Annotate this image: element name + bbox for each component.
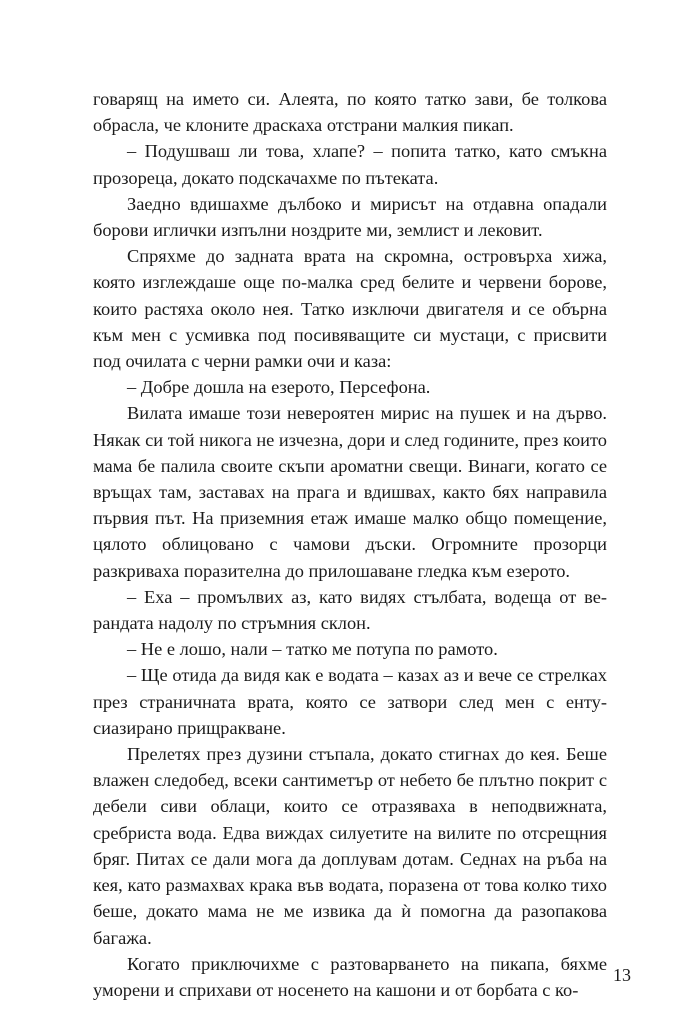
paragraph: – Ще отида да видя как е водата – казах аз и вече се стрелках през страничната врата, която се затвори след мен с ентусиазирано прищракване. bbox=[93, 665, 607, 738]
paragraph: говарящ на името си. Алеята, по която татко зави, бе толкова обрасла, че клоните драскаха отстрани малкия пикап. bbox=[93, 89, 607, 136]
paragraph: – Еха – промълвих аз, като видях стълбата, водеща от верандата надолу по стръмния склон. bbox=[93, 586, 607, 634]
paragraph: Заедно вдишахме дълбоко и мирисът на отдавна опадали борови иглички изпълни ноздрите ми, землист и лековит. bbox=[93, 193, 607, 241]
page-number: 13 bbox=[613, 965, 631, 985]
paragraph: Спряхме до задната врата на скромна, островърха хижа, която изглеждаше още по-малка сред белите и червени борове, които растяха около нея. Татко изключи двигателя и се обърна към мен с усмивка под посивяващите си мустаци, с присвити под очилата с черни рамки очи и каза: bbox=[93, 246, 607, 372]
paragraph: Когато приключихме с разтоварването на пикапа, бяхме уморени и сприхави от носенето на кашони и от борбата с ко- bbox=[93, 953, 607, 1000]
paragraph: – Добре дошла на езерото, Персефона. bbox=[127, 377, 431, 398]
body-text bbox=[93, 86, 607, 1003]
paragraph: – Не е лошо, нали – татко ме потупа по рамото. bbox=[127, 639, 498, 660]
paragraph: Прелетях през дузини стъпала, докато стигнах до кея. Беше влажен следобед, всеки сантиметър от небето бе плътно покрит с дебели сиви облаци, които се отразяваха в неподвижната, сребриста вода. Едва виждах силуетите на вилите по отсрещния бряг. Питах се дали мога да доплувам дотам. Седнах на ръба на кея, като размахвах крака във водата, поразена от това колко тихо беше, докато мама не ме извика да ѝ помогна да разопакова багажа. bbox=[93, 744, 607, 948]
paragraph: Вилата имаше този невероятен мирис на пушек и на дърво. Някак си той никога не изчезна, дори и след годините, през които мама бе палила своите скъпи ароматни свещи. Винаги, когато се връщах там, заставах на прага и вдишвах, както бях направила първия път. На приземния етаж имаше малко общо помещение, цялото облицовано с чамови дъски. Огромните прозорци разкриваха поразителна до прилошаване гледка към езерото. bbox=[93, 403, 607, 581]
paragraph: – Подушваш ли това, хлапе? – попита татко, като смъкна прозореца, докато подскачахме по пътеката. bbox=[93, 141, 607, 188]
